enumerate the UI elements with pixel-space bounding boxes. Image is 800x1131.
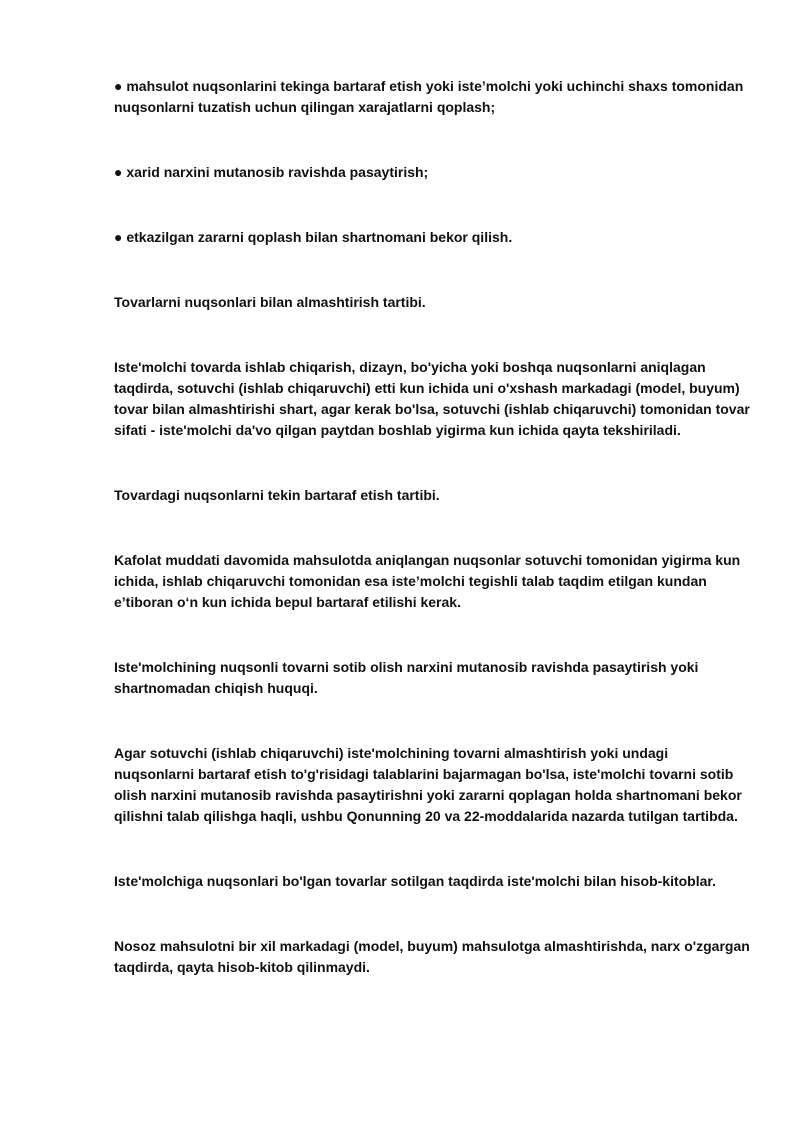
bullet-paragraph-contract-termination: ● etkazilgan zararni qoplash bilan shartnomani bekor qilish. <box>114 229 513 245</box>
bullet-paragraph-repair: ● mahsulot nuqsonlarini tekinga bartaraf etish yoki iste’molchi yoki uchinchi shaxs tomonidan nuqsonlarni tuzatish uchun qilingan xarajatlarni qoplash; <box>114 78 744 115</box>
bullet-paragraph-price-reduction: ● xarid narxini mutanosib ravishda pasaytirish; <box>114 164 429 180</box>
paragraph-warranty-repair: Kafolat muddati davomida mahsulotda aniqlangan nuqsonlar sotuvchi tomonidan yigirma kun ichida, ishlab chiqaruvchi tomonidan esa iste’molchi tegishli talab taqdim etilgan kundan e’tiboran o‘n kun ichida bepul bartaraf etilishi kerak. <box>114 552 741 610</box>
section-heading-replacement: Tovarlarni nuqsonlari bilan almashtirish tartibi. <box>114 294 426 310</box>
section-heading-settlements: Iste'molchiga nuqsonlari bo'lgan tovarlar sotilgan taqdirda iste'molchi bilan hisob-kitoblar. <box>114 873 716 889</box>
section-heading-free-repair: Tovardagi nuqsonlarni tekin bartaraf etish tartibi. <box>114 487 440 503</box>
paragraph-no-recalculation: Nosoz mahsulotni bir xil markadagi (model, buyum) mahsulotga almashtirishda, narx o'zgargan taqdirda, qayta hisob-kitob qilinmaydi. <box>114 938 750 975</box>
paragraph-consumer-rights: Agar sotuvchi (ishlab chiqaruvchi) iste'molchining tovarni almashtirish yoki undagi nuqsonlarni bartaraf etish to'g'risidagi talablarini bajarmagan bo'lsa, iste'molchi tovarni sotib olish narxini mutanosib ravishda pasaytirishni yoki zararni qoplagan holda shartnomani bekor qilishni talab qilishga haqli, ushbu Qonunning 20 va 22-moddalarida nazarda tutilgan tartibda. <box>114 745 742 824</box>
paragraph-replacement-procedure: Iste'molchi tovarda ishlab chiqarish, dizayn, bo'yicha yoki boshqa nuqsonlarni aniqlagan taqdirda, sotuvchi (ishlab chiqaruvchi) etti kun ichida uni o'xshash markadagi (model, buyum) tovar bilan almashtirishi shart, agar kerak bo'lsa, sotuvchi (ishlab chiqaruvchi) tomonidan tovar sifati - iste'molchi da'vo qilgan paytdan boshlab yigirma kun ichida qayta tekshiriladi. <box>114 359 750 438</box>
section-heading-price-reduction-right: Iste'molchining nuqsonli tovarni sotib olish narxini mutanosib ravishda pasaytirish yoki shartnomadan chiqish huquqi. <box>114 659 699 696</box>
